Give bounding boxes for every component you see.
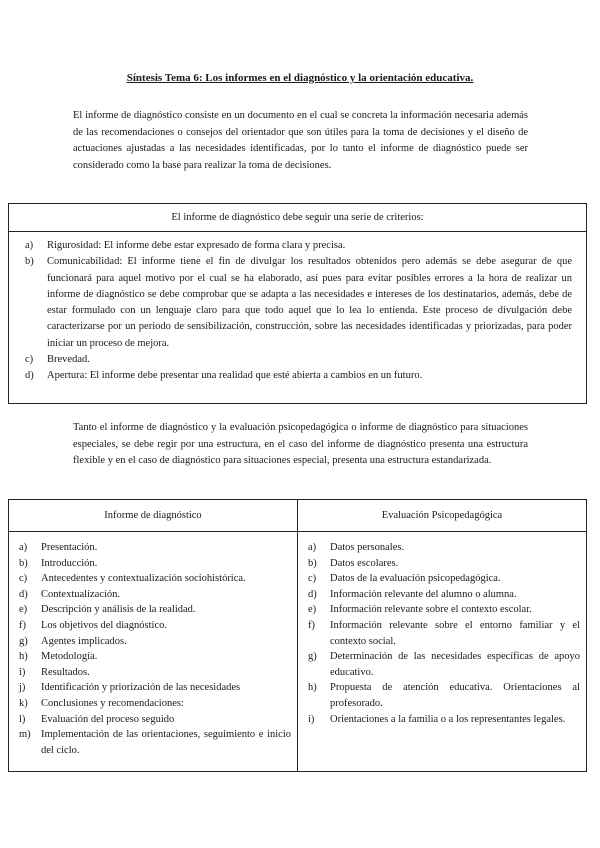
list-marker: k) (19, 697, 28, 709)
list-marker: a) (19, 542, 28, 553)
list-item-text: Metodología. (41, 651, 98, 663)
list-marker: b) (308, 557, 317, 569)
list-marker: b) (19, 557, 28, 569)
list-item-text: Implementación de las orientaciones, seguimiento e inicio del ciclo. (41, 729, 291, 756)
criteria-item (25, 368, 572, 384)
list-item (19, 665, 291, 681)
diagnostic-report-heading: Informe de diagnóstico (9, 500, 297, 532)
list-marker: i) (308, 713, 315, 725)
list-item (19, 556, 291, 572)
list-item-text: Información relevante sobre el entorno familiar y el contexto social. (330, 619, 580, 647)
list-item-text: Información relevante sobre el contexto escolar. (330, 604, 532, 616)
list-marker: h) (308, 682, 317, 694)
list-marker: f) (308, 619, 315, 631)
list-item-text: Datos personales. (330, 542, 405, 553)
list-marker: c) (308, 573, 317, 585)
diagnostic-report-column (9, 500, 297, 771)
list-item (308, 618, 580, 649)
list-item (19, 618, 291, 634)
list-item-text: Resultados. (41, 666, 90, 678)
list-marker: j) (19, 682, 26, 694)
list-item-text: Datos escolares. (330, 557, 399, 569)
list-item (19, 587, 291, 603)
criteria-heading: El informe de diagnóstico debe seguir una serie de criterios: (9, 204, 586, 232)
list-item (19, 540, 291, 556)
list-marker: d) (25, 370, 34, 382)
list-item (308, 649, 580, 680)
list-marker: g) (308, 651, 317, 663)
list-item-text: Descripción y análisis de la realidad. (41, 604, 196, 616)
criteria-item-text: Comunicabilidad: El informe tiene el fin de divulgar los resultados obtenidos pero además se debe asegurar de que funcionará para aquel motivo por el cual se ha elaborado, así pues para evitar posibles errores a la hora de realizar un informe de diagnóstico se debe comprobar que se adapta a las necesidades e intereses de los destinatarios, además, debe de estar formulado con un lenguaje claro para que todo aquel que lo lea lo entienda. Este proceso de divulgación debe caracterizarse por un periodo de sensibilización, construcción, sobre las necesidades identificadas y priorizadas, para poder iniciar un proceso de mejora. (47, 256, 572, 349)
structure-paragraph: Tanto el informe de diagnóstico y la evaluación psicopedagógica o informe de diagnóstico para situaciones especiales, se debe regir por una estructura, en el caso del informe de diagnóstico presenta una estructura flexible y en el caso de diagnóstico para situaciones especial, presenta una estructura estandarizada. (73, 422, 528, 466)
list-marker: g) (19, 635, 28, 647)
diagnostic-report-list (9, 532, 297, 758)
list-item (308, 680, 580, 711)
list-item-text: Identificación y priorización de las necesidades (41, 682, 241, 694)
list-item (19, 634, 291, 650)
list-marker: m) (19, 729, 31, 741)
list-item-text: Antecedentes y contextualización sociohistórica. (41, 573, 246, 585)
psychopedagogical-evaluation-list (298, 532, 586, 727)
list-item (19, 571, 291, 587)
list-marker: i) (19, 666, 26, 678)
list-item-text: Propuesta de atención educativa. Orientaciones al profesorado. (330, 682, 580, 709)
list-item (308, 556, 580, 572)
list-item-text: Contextualización. (41, 588, 121, 600)
intro-paragraph: El informe de diagnóstico consiste en un documento en el cual se concreta la información necesaria además de las recomendaciones o consejos del orientador que son útiles para la toma de decisiones y el diseño de actuaciones ajustadas a las necesidades identificadas, por lo tanto el informe de diagnóstico puede ser considerado como la base para realizar la toma de decisiones. (73, 110, 528, 171)
list-item-text: Información relevante del alumno o alumna. (330, 588, 517, 600)
list-marker: h) (19, 651, 28, 663)
list-marker: d) (19, 588, 28, 600)
list-marker: c) (25, 354, 34, 366)
list-item-text: Agentes implicados. (41, 635, 127, 647)
list-item (308, 540, 580, 556)
list-item (19, 696, 291, 712)
psychopedagogical-evaluation-heading: Evaluación Psicopedagógica (298, 500, 586, 532)
criteria-item-text: Apertura: El informe debe presentar una realidad que esté abierta a cambios en un futuro. (47, 370, 423, 382)
list-item (308, 602, 580, 618)
list-item-text: Datos de la evaluación psicopedagógica. (330, 573, 501, 585)
list-item (308, 587, 580, 603)
list-marker: e) (19, 604, 28, 616)
list-marker: e) (308, 604, 317, 616)
list-item-text: Conclusiones y recomendaciones: (41, 697, 184, 709)
list-marker: l) (19, 713, 26, 725)
criteria-list (9, 232, 586, 385)
list-item (19, 680, 291, 696)
document-title: Síntesis Tema 6: Los informes en el diagnóstico y la orientación educativa. (126, 72, 474, 84)
list-marker: f) (19, 619, 26, 631)
list-item-text: Los objetivos del diagnóstico. (41, 619, 167, 631)
criteria-item (25, 352, 572, 368)
list-marker: c) (19, 573, 28, 585)
comparison-table (8, 499, 587, 772)
list-item (19, 602, 291, 618)
criteria-item-text: Rigurosidad: El informe debe estar expresado de forma clara y precisa. (47, 240, 346, 251)
list-marker: a) (308, 542, 317, 553)
list-item (308, 712, 580, 728)
list-marker: d) (308, 588, 317, 600)
criteria-box (8, 203, 587, 404)
list-item (19, 712, 291, 728)
list-item (19, 727, 291, 758)
list-item (19, 649, 291, 665)
psychopedagogical-evaluation-column (297, 500, 586, 771)
list-item-text: Determinación de las necesidades específicas de apoyo educativo. (330, 651, 580, 678)
list-item-text: Introducción. (41, 557, 98, 569)
criteria-item (25, 238, 572, 254)
criteria-item (25, 254, 572, 352)
criteria-item-text: Brevedad. (47, 354, 90, 366)
list-item-text: Orientaciones a la familia o a los representantes legales. (330, 713, 566, 725)
list-item-text: Evaluación del proceso seguido (41, 713, 175, 725)
list-item (308, 571, 580, 587)
list-marker: a) (25, 240, 34, 251)
list-item-text: Presentación. (41, 542, 98, 553)
list-marker: b) (25, 256, 34, 268)
